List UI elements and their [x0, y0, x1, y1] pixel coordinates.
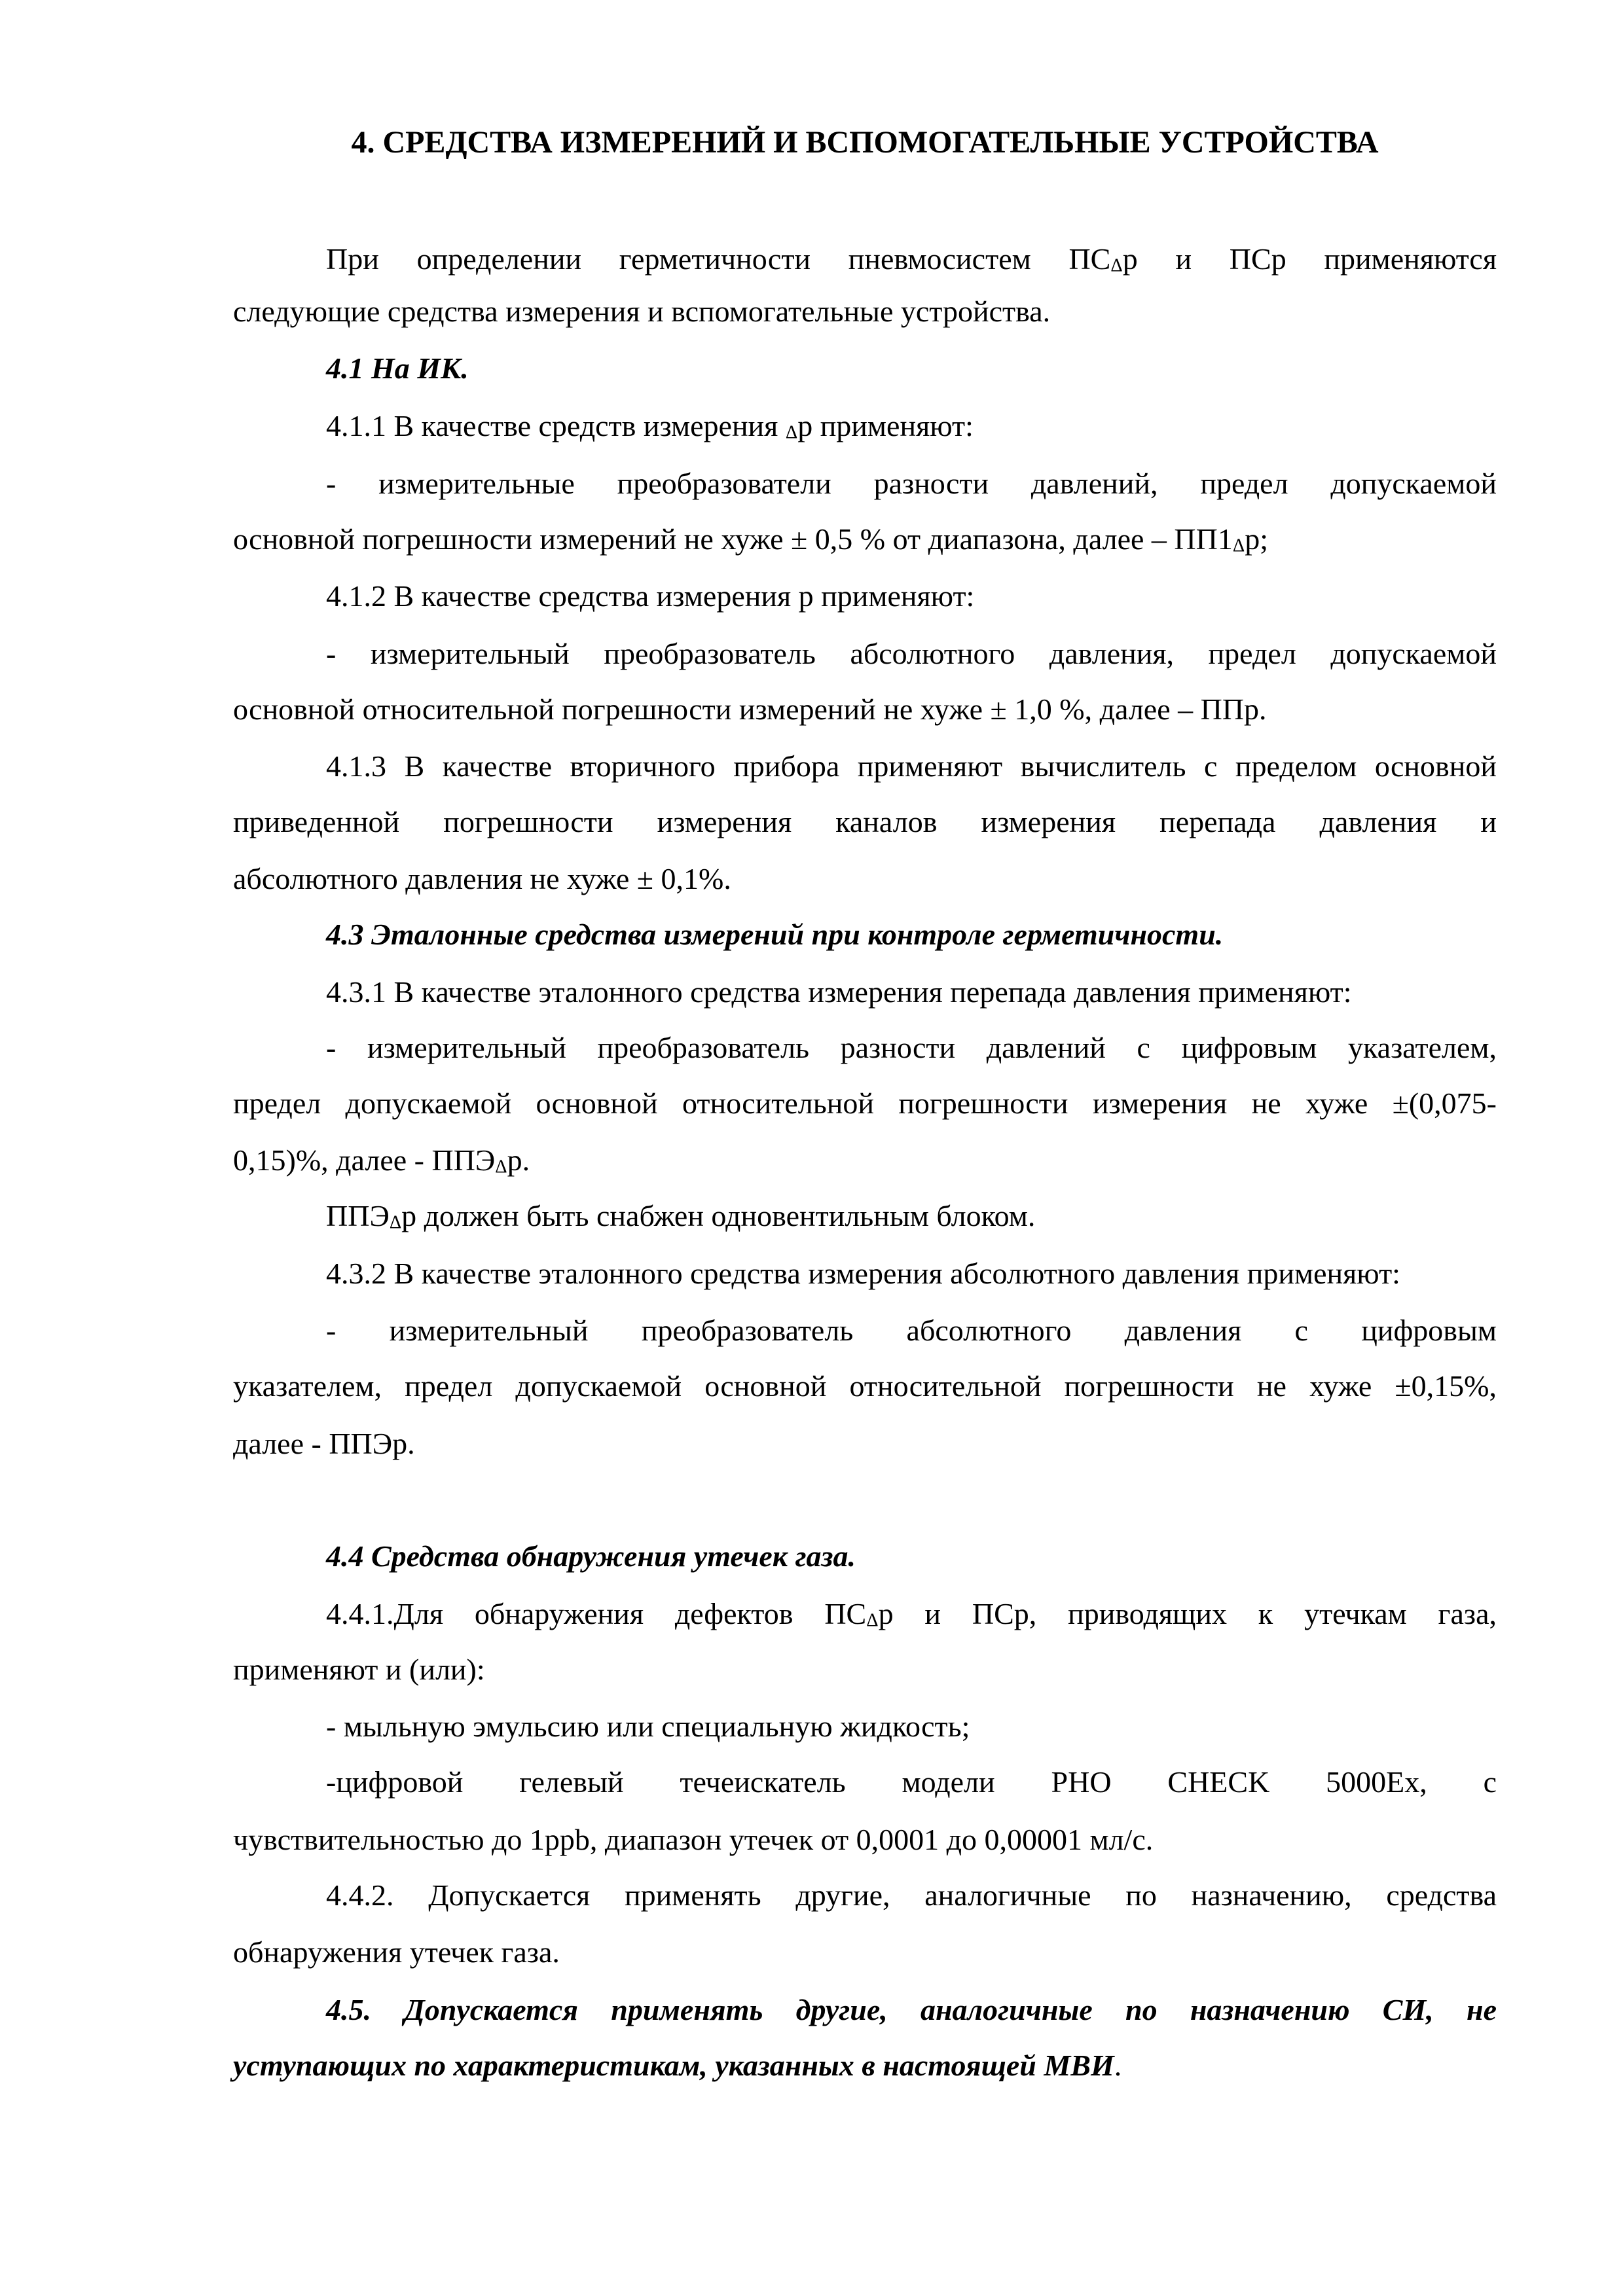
pper-line-1: - измерительный преобразователь абсолютного давления с цифровым [326, 1314, 1497, 1347]
list-item-2-line-2: чувствительностью до 1ppb, диапазон утечек от 0,0001 до 0,00001 мл/с. [233, 1823, 1154, 1856]
para-4-4-2-line-1: 4.4.2. Допускается применять другие, аналогичные по назначению, средства [326, 1878, 1497, 1912]
para-4-1-3-line-1: 4.1.3 В качестве вторичного прибора применяют вычислитель с пределом основной [326, 749, 1497, 783]
section-4-3-heading: 4.3 Эталонные средства измерений при контроле герметичности. [326, 918, 1224, 951]
para-4-1-2: 4.1.2 В качестве средства измерения р применяют: [326, 579, 975, 613]
para-4-5-line-1: 4.5. Допускается применять другие, аналогичные по назначению СИ, не [326, 1993, 1497, 2026]
para-4-1-3-line-2: приведенной погрешности измерения каналов измерения перепада давления и [233, 805, 1497, 838]
list-item-2-line-1: -цифровой гелевый течеискатель модели PHO CHECK 5000Ex, с [326, 1765, 1497, 1799]
para-4-4-1-line-1: 4.4.1.Для обнаружения дефектов ПСΔр и ПСр, приводящих к утечкам газа, [326, 1597, 1497, 1631]
para-4-4-1-line-2: применяют и (или): [233, 1653, 485, 1686]
para-4-3-2: 4.3.2 В качестве эталонного средства измерения абсолютного давления применяют: [326, 1257, 1400, 1290]
ppe-line-1: - измерительный преобразователь разности давлений с цифровым указателем, [326, 1031, 1497, 1064]
ppe-line-2: предел допускаемой основной относительной погрешности измерения не хуже ±(0,075- [233, 1086, 1497, 1120]
intro-line-1: При определении герметичности пневмосистем ПСΔр и ПСр применяются [326, 242, 1497, 276]
delta-subscript: Δ [1110, 255, 1123, 276]
section-4-1-heading: 4.1 На ИК. [326, 351, 469, 385]
pp1-line-1: - измерительные преобразователи разности давлений, предел допускаемой [326, 467, 1497, 500]
ppe-line-3: 0,15)%, далее - ППЭΔр. [233, 1143, 530, 1177]
ppe-note: ППЭΔр должен быть снабжен одновентильным блоком. [326, 1199, 1036, 1233]
ppr-line-1: - измерительный преобразователь абсолютного давления, предел допускаемой [326, 637, 1497, 670]
para-4-1-3-line-3: абсолютного давления не хуже ± 0,1%. [233, 862, 731, 895]
para-4-4-2-line-2: обнаружения утечек газа. [233, 1935, 560, 1969]
page-heading: 4. СРЕДСТВА ИЗМЕРЕНИЙ И ВСПОМОГАТЕЛЬНЫЕ УСТРОЙСТВА [351, 125, 1379, 160]
section-4-4-heading: 4.4 Средства обнаружения утечек газа. [326, 1539, 856, 1573]
list-item-1: - мыльную эмульсию или специальную жидкость; [326, 1710, 970, 1743]
pper-line-2: указателем, предел допускаемой основной относительной погрешности не хуже ±0,15%, [233, 1369, 1497, 1403]
pper-line-3: далее - ППЭр. [233, 1427, 415, 1460]
para-4-3-1: 4.3.1 В качестве эталонного средства измерения перепада давления применяют: [326, 975, 1352, 1009]
pp1-line-2: основной погрешности измерений не хуже ± 0,5 % от диапазона, далее – ПП1Δр; [233, 522, 1268, 556]
ppr-line-2: основной относительной погрешности измерений не хуже ± 1,0 %, далее – ППр. [233, 692, 1267, 726]
para-4-5-line-2: уступающих по характеристикам, указанных в настоящей МВИ. [233, 2049, 1122, 2082]
para-4-1-1: 4.1.1 В качестве средств измерения Δр применяют: [326, 409, 974, 443]
intro-line-2: следующие средства измерения и вспомогательные устройства. [233, 295, 1051, 328]
